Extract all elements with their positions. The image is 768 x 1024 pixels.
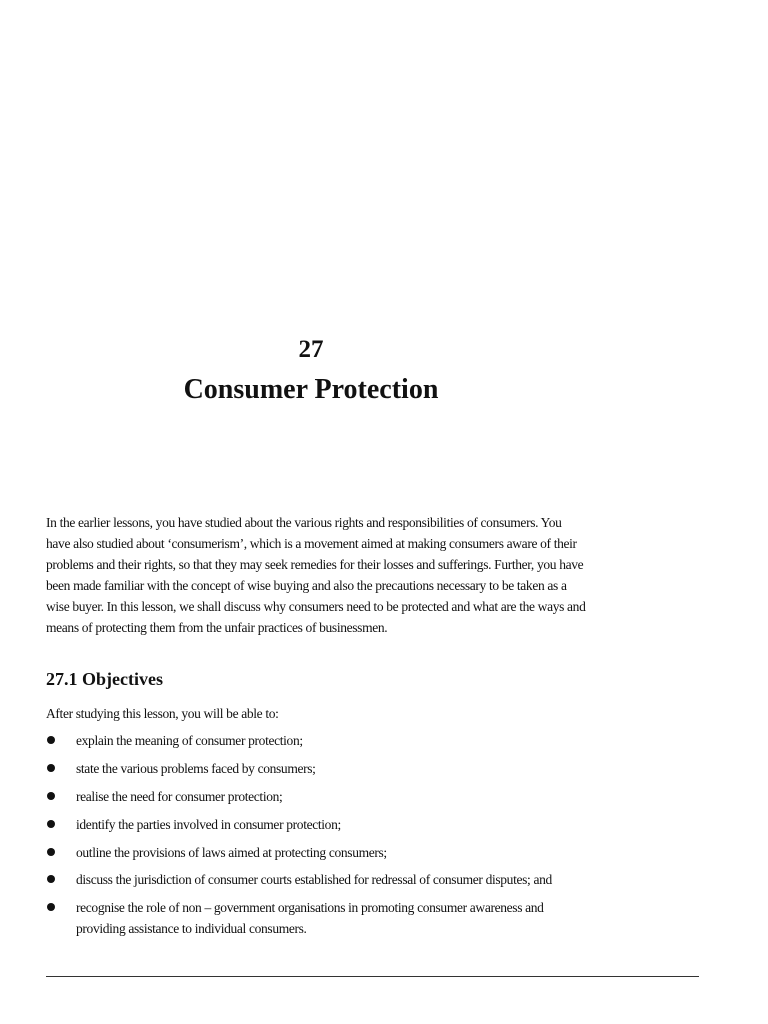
list-item [46, 759, 586, 780]
bullet-icon [47, 792, 55, 800]
objective-text: outline the provisions of laws aimed at protecting consumers; [76, 844, 387, 860]
objective-text: explain the meaning of consumer protection; [76, 733, 303, 748]
bullet-icon [47, 820, 55, 828]
objective-text: identify the parties involved in consumer protection; [76, 816, 341, 832]
objective-text: discuss the jurisdiction of consumer courts established for redressal of consumer disputes; and [76, 872, 552, 888]
bullet-icon [47, 736, 55, 744]
list-item [46, 731, 586, 752]
list-item [46, 787, 586, 808]
list-item [46, 815, 586, 836]
list-item [46, 898, 586, 939]
chapter-title: Consumer Protection [183, 374, 439, 405]
intro-paragraph: In the earlier lessons, you have studied about the various rights and responsibilities of consumers. You have also studied about ‘consumerism’, which is a movement aimed at making consumers aware of their problems and their rights, so that they may seek remedies for their losses and sufferings. Further, you have been made familiar with the concept of wise buying and also the precautions necessary to be taken as a wise buyer. In this lesson, we shall discuss why consumers need to be protected and what are the ways and means of protecting them from the unfair practices of businessmen. [46, 515, 586, 635]
objectives-list [46, 731, 586, 947]
objective-text: recognise the role of non – government organisations in promoting consumer awareness and providing assistance to individual consumers. [76, 900, 544, 936]
objectives-lead: After studying this lesson, you will be able to: [46, 706, 279, 721]
objective-text: state the various problems faced by consumers; [76, 760, 316, 776]
section-heading: 27.1 Objectives [46, 669, 163, 689]
bullet-icon [47, 848, 55, 856]
list-item [46, 843, 586, 864]
bullet-icon [47, 903, 55, 911]
bullet-icon [47, 875, 55, 883]
footer-rule [46, 976, 699, 977]
chapter-number: 27 [298, 336, 324, 363]
objective-text: realise the need for consumer protection; [76, 788, 283, 804]
bullet-icon [47, 764, 55, 772]
list-item [46, 870, 586, 891]
